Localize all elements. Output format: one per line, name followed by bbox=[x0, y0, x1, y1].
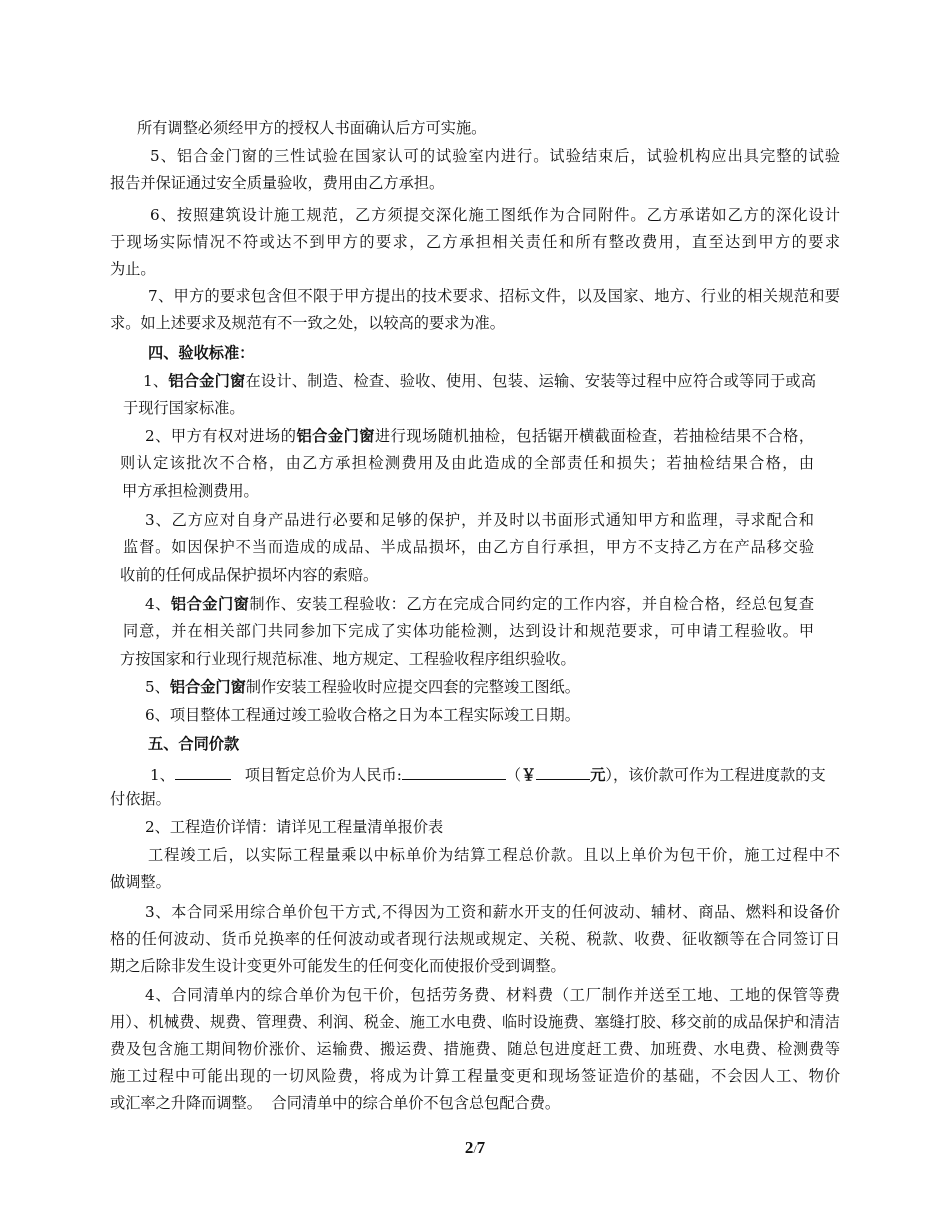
product-name: 铝合金门窗 bbox=[169, 678, 246, 696]
paragraph-line: 格的任何波动、货币兑换率的任何波动或者现行法规或规定、关税、税款、收费、征收额等在合同签订日 bbox=[110, 930, 840, 948]
blank-amount-field[interactable] bbox=[536, 762, 590, 780]
paragraph-line: 4、合同清单内的综合单价为包干价，包括劳务费、材料费（工厂制作并送至工地、工地的保管等费 bbox=[145, 986, 840, 1004]
paragraph-line: 于现行国家标准。 bbox=[123, 399, 245, 417]
paragraph-line: 求。如上述要求及规范有不一致之处，以较高的要求为准。 bbox=[110, 314, 505, 332]
paragraph-line: 或汇率之升降而调整。 合同清单中的综合单价不包含总包配合费。 bbox=[110, 1094, 561, 1112]
paragraph-line: 同意，并在相关部门共同参加下完成了实体功能检测，达到设计和规范要求，可申请工程验收。甲 bbox=[123, 622, 814, 640]
paragraph-line: 1、铝合金门窗在设计、制造、检查、验收、使用、包装、运输、安装等过程中应符合或等同于或高 bbox=[143, 372, 817, 390]
page-number bbox=[0, 1138, 950, 1158]
paragraph-line: 于现场实际情况不符或达不到甲方的要求，乙方承担相关责任和所有整改费用，直至达到甲方的要求 bbox=[110, 233, 840, 251]
paragraph-line: 方按国家和行业现行规范标准、地方规定、工程验收程序组织验收。 bbox=[120, 650, 576, 668]
paragraph-line: 报告并保证通过安全质量验收，费用由乙方承担。 bbox=[110, 174, 445, 192]
paragraph-line: 期之后除非发生设计变更外可能发生的任何变化而使报价受到调整。 bbox=[110, 957, 566, 975]
paragraph-line: 工程竣工后，以实际工程量乘以中标单价为结算工程总价款。且以上单价为包干价，施工过程中不 bbox=[148, 846, 840, 864]
paragraph-line: 甲方承担检测费用。 bbox=[122, 482, 259, 500]
paragraph-line: 5、铝合金门窗的三性试验在国家认可的试验室内进行。试验结束后，试验机构应出具完整的试验 bbox=[150, 147, 840, 165]
paragraph-line: 6、按照建筑设计施工规范，乙方须提交深化施工图纸作为合同附件。乙方承诺如乙方的深化设计 bbox=[150, 206, 840, 224]
section-heading-acceptance: 四、验收标准： bbox=[148, 344, 255, 362]
product-name: 铝合金门窗 bbox=[168, 372, 246, 390]
paragraph-line: 3、乙方应对自身产品进行必要和足够的保护，并及时以书面形式通知甲方和监理，寻求配合和 bbox=[145, 511, 814, 529]
paragraph-line: 2、甲方有权对进场的铝合金门窗进行现场随机抽检，包括锯开横截面检查，若抽检结果不合格， bbox=[145, 427, 815, 445]
section-heading-contract-price: 五、合同价款 bbox=[148, 735, 240, 753]
paragraph-line: 监督。如因保护不当而造成的成品、半成品损坏，由乙方自行承担，甲方不支持乙方在产品移交验 bbox=[123, 538, 814, 556]
page-separator: / bbox=[473, 1142, 477, 1156]
paragraph-line: 5、铝合金门窗制作安装工程验收时应提交四套的完整竣工图纸。 bbox=[145, 678, 580, 696]
paragraph-line: 费及包含施工期间物价涨价、运输费、搬运费、措施费、随总包进度赶工费、加班费、水电费、检测费等 bbox=[110, 1040, 840, 1058]
blank-total-price-field[interactable] bbox=[402, 762, 506, 780]
paragraph-line: 1、 项目暂定总价为人民币: （￥ 元），该价款可作为工程进度款的支 bbox=[150, 762, 826, 785]
blank-item-field[interactable] bbox=[175, 762, 231, 780]
paragraph-line: 所有调整必须经甲方的授权人书面确认后方可实施。 bbox=[137, 119, 487, 137]
paragraph-line: 用）、机械费、规费、管理费、利润、税金、施工水电费、临时设施费、塞缝打胶、移交前的成品保护和清洁 bbox=[110, 1013, 840, 1031]
paragraph-line: 4、铝合金门窗制作、安装工程验收：乙方在完成合同约定的工作内容，并自检合格，经总包复查 bbox=[145, 595, 815, 613]
product-name: 铝合金门窗 bbox=[296, 427, 375, 445]
paragraph-line: 收前的任何成品保护损坏内容的索赔。 bbox=[120, 566, 379, 584]
paragraph-line: 做调整。 bbox=[110, 873, 171, 891]
page-current: 2 bbox=[464, 1138, 474, 1157]
product-name: 铝合金门窗 bbox=[170, 595, 250, 613]
paragraph-line: 6、项目整体工程通过竣工验收合格之日为本工程实际竣工日期。 bbox=[145, 706, 580, 724]
page-total: 7 bbox=[476, 1138, 486, 1157]
paragraph-line: 7、甲方的要求包含但不限于甲方提出的技术要求、招标文件，以及国家、地方、行业的相关规范和要 bbox=[148, 287, 840, 305]
paragraph-line: 则认定该批次不合格，由乙方承担检测费用及由此造成的全部责任和损失；若抽检结果合格，由 bbox=[120, 454, 814, 472]
paragraph-line: 付依据。 bbox=[110, 790, 171, 808]
paragraph-line: 为止。 bbox=[110, 260, 156, 278]
paragraph-line: 施工过程中可能出现的一切风险费，将成为计算工程量变更和现场签证造价的基础，不会因人工、物价 bbox=[110, 1067, 840, 1085]
paragraph-line: 2、工程造价详情：请详见工程量清单报价表 bbox=[145, 818, 444, 836]
paragraph-line: 3、本合同采用综合单价包干方式,不得因为工资和薪水开支的任何波动、辅材、商品、燃料和设备价 bbox=[145, 903, 840, 921]
